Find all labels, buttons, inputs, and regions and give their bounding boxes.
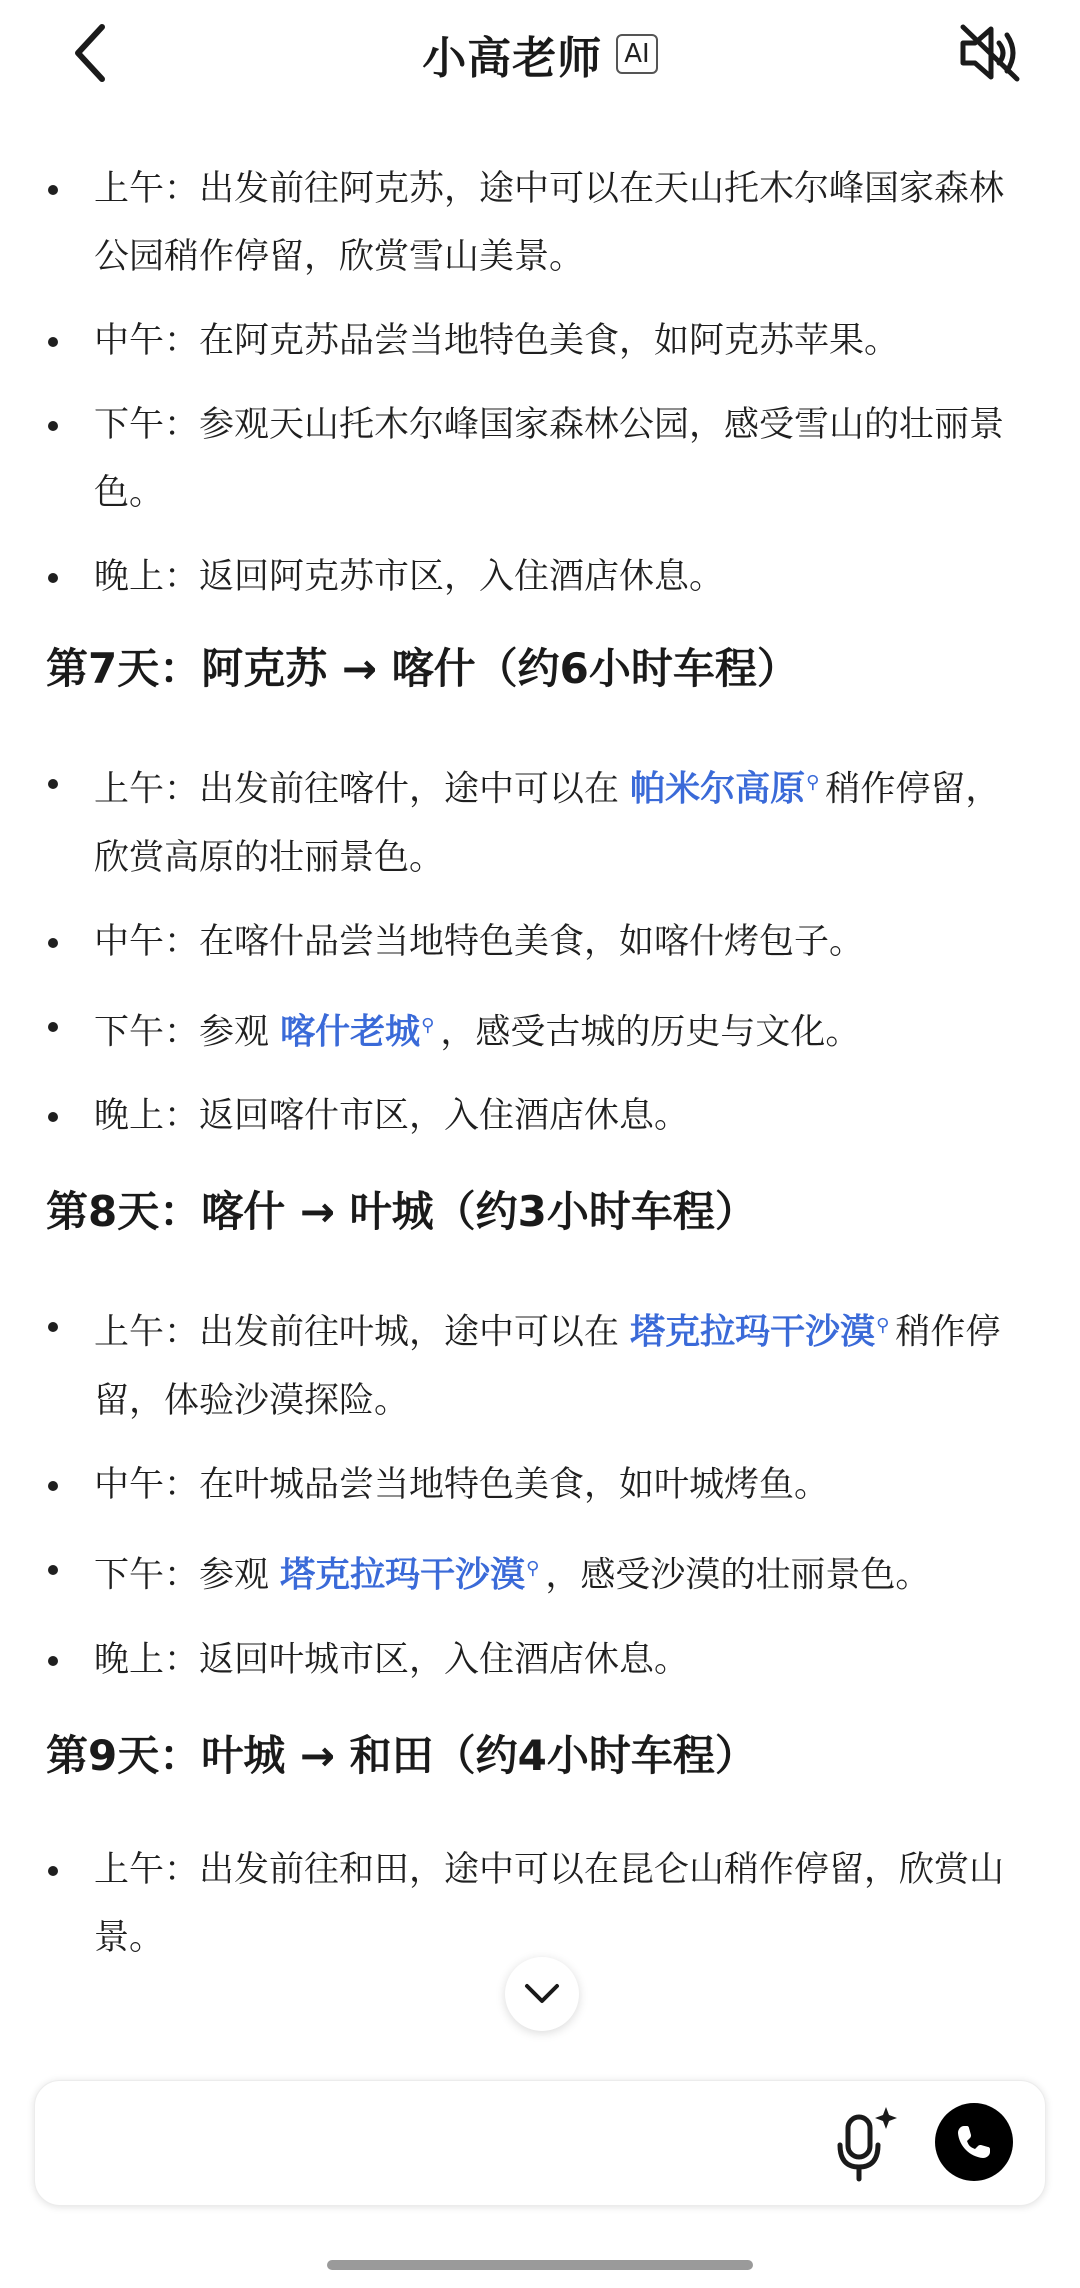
list-item (0, 1292, 1080, 1435)
title-group (0, 22, 1080, 86)
item-text: ，感受沙漠的壮丽景色。 (545, 1555, 931, 1596)
search-icon[interactable]: ⚲ (806, 772, 820, 793)
day-8-block (0, 1180, 1080, 1693)
day-heading: 第7天：阿克苏 → 喀什（约6小时车程） (46, 644, 799, 693)
list-item (0, 749, 1080, 892)
link-taklamakan-desert[interactable]: 塔克拉玛干沙漠 (630, 1312, 876, 1353)
list-item: 晚上：返回阿克苏市区，入住酒店休息。 (0, 543, 1080, 611)
link-kashgar-old-city[interactable]: 喀什老城 (280, 1012, 421, 1053)
item-text: 上午：出发前往叶城，途中可以在 (94, 1312, 631, 1353)
list-item: 晚上：返回叶城市区，入住酒店休息。 (0, 1626, 1080, 1694)
day-7-block (0, 637, 1080, 1150)
day-heading: 第9天：叶城 → 和田（约4小时车程） (46, 1730, 757, 1780)
list-item: 下午：参观天山托木尔峰国家森林公园，感受雪山的壮丽景色。 (0, 391, 1080, 527)
day-9-list (0, 1836, 1080, 1972)
intro-list (0, 155, 1080, 611)
list-item: 中午：在喀什品尝当地特色美食，如喀什烤包子。 (0, 908, 1080, 976)
search-icon[interactable]: ⚲ (421, 1014, 435, 1036)
chat-message (0, 155, 1080, 1988)
list-item: 中午：在叶城品尝当地特色美食，如叶城烤鱼。 (0, 1451, 1080, 1519)
link-pamir-plateau[interactable]: 帕米尔高原 (630, 769, 806, 810)
day-heading: 第8天：喀什 → 叶城（约3小时车程） (46, 1187, 757, 1237)
list-item: 中午：在阿克苏品尝当地特色美食，如阿克苏苹果。 (0, 307, 1080, 375)
item-text: 下午：参观 (94, 1555, 281, 1596)
day-9-block (0, 1724, 1080, 1972)
search-icon[interactable]: ⚲ (526, 1557, 540, 1579)
item-text: 稍作停留，欣赏高原的壮丽景色。 (94, 769, 1001, 878)
phone-icon (954, 2122, 994, 2162)
ai-badge: AI (616, 34, 657, 74)
page-title: 小高老师 (422, 33, 603, 84)
link-taklamakan-desert[interactable]: 塔克拉玛干沙漠 (280, 1555, 526, 1596)
voice-input-button[interactable] (825, 2105, 905, 2185)
call-button[interactable] (935, 2103, 1013, 2181)
day-7-list (0, 749, 1080, 1150)
microphone-sparkle-icon (830, 2105, 900, 2185)
item-text: ，感受古城的历史与文化。 (440, 1012, 861, 1053)
home-indicator (327, 2260, 753, 2270)
list-item (0, 1535, 1080, 1610)
list-item (0, 992, 1080, 1067)
chevron-down-icon (524, 1983, 560, 2005)
top-bar (0, 0, 1080, 110)
item-text: 稍作停留，体验沙漠探险。 (94, 1312, 1001, 1421)
list-item: 上午：出发前往和田，途中可以在昆仑山稍作停留，欣赏山景。 (0, 1836, 1080, 1972)
mute-button[interactable] (950, 18, 1030, 88)
search-icon[interactable]: ⚲ (876, 1315, 890, 1337)
speaker-muted-icon (957, 23, 1023, 83)
day-8-list (0, 1292, 1080, 1693)
list-item: 上午：出发前往阿克苏，途中可以在天山托木尔峰国家森林公园稍作停留，欣赏雪山美景。 (0, 155, 1080, 291)
list-item: 晚上：返回喀什市区，入住酒店休息。 (0, 1082, 1080, 1150)
input-bar[interactable] (34, 2080, 1046, 2206)
item-text: 下午：参观 (94, 1012, 281, 1053)
item-text: 上午：出发前往喀什，途中可以在 (94, 769, 631, 810)
scroll-down-button[interactable] (505, 1957, 579, 2031)
